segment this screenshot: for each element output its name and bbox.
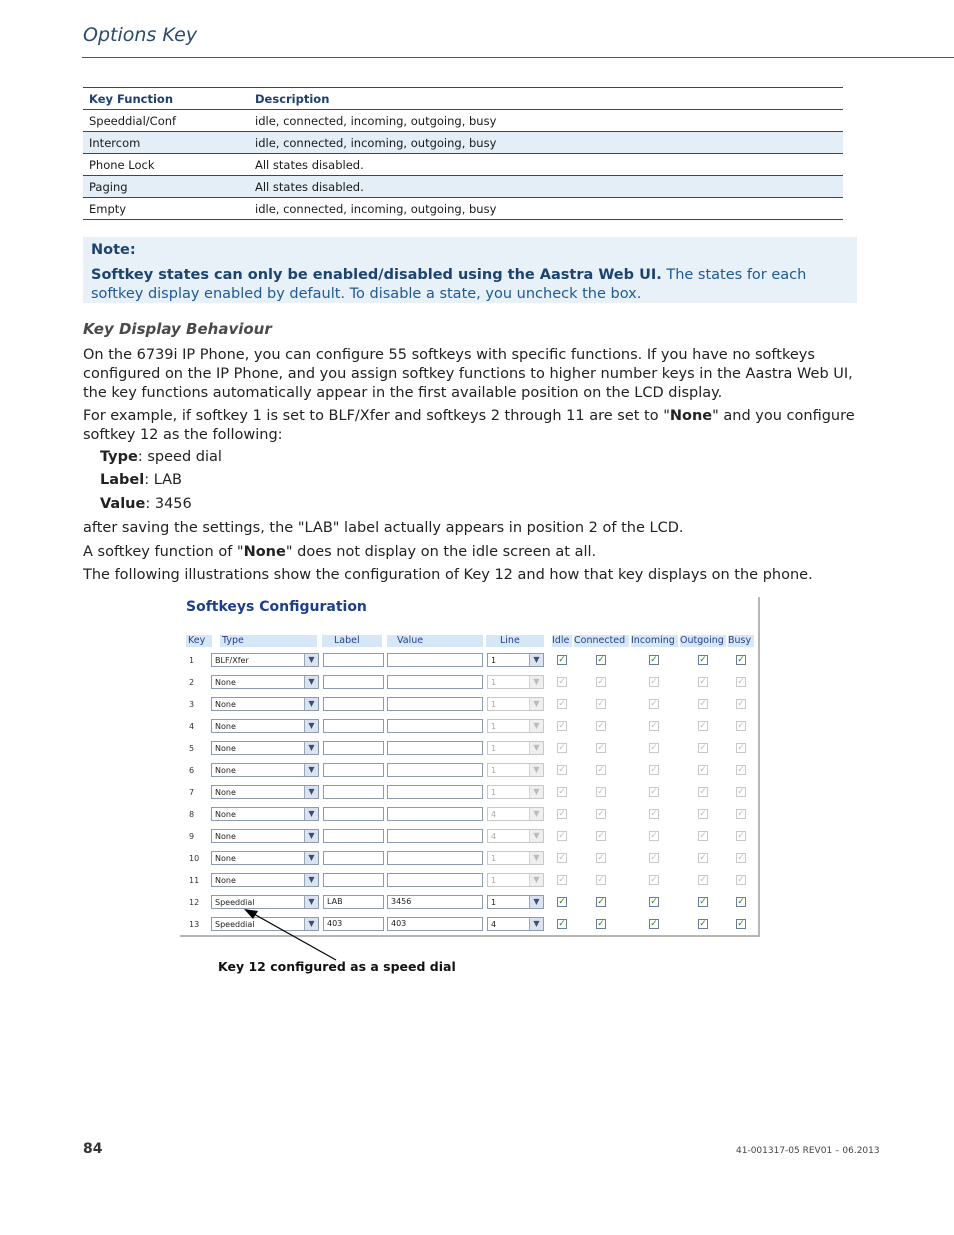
checkmark-icon: ✓: [558, 875, 566, 885]
checkmark-icon: ✓: [597, 677, 605, 687]
checkmark-icon: ✓: [699, 787, 707, 797]
chevron-down-icon[interactable]: ▼: [304, 764, 318, 776]
header-key: Key: [186, 635, 212, 647]
softkey-line-value: 1: [491, 788, 497, 797]
checkmark-icon: ✓: [737, 721, 745, 731]
setting-value: : LAB: [144, 472, 182, 488]
softkey-number: 5: [189, 744, 195, 753]
checkmark-icon: ✓: [737, 853, 745, 863]
checkmark-icon: ✓: [650, 897, 658, 907]
checkmark-icon: ✓: [558, 655, 566, 665]
checkmark-icon: ✓: [650, 655, 658, 665]
checkmark-icon: ✓: [699, 677, 707, 687]
chevron-down-icon[interactable]: ▼: [529, 786, 543, 798]
softkey-number: 10: [189, 854, 200, 863]
softkey-number: 3: [189, 700, 195, 709]
softkey-type-value: BLF/Xfer: [215, 656, 249, 665]
softkey-line-value: 1: [491, 744, 497, 753]
checkmark-icon: ✓: [699, 809, 707, 819]
checkmark-icon: ✓: [650, 875, 658, 885]
setting-key: Type: [100, 449, 138, 465]
document-id: 41-001317-05 REV01 – 06.2013: [736, 1146, 880, 1156]
paragraph-bold: None: [243, 544, 286, 560]
softkey-line-value: 1: [491, 766, 497, 775]
description-cell: idle, connected, incoming, outgoing, busy: [249, 110, 843, 132]
checkmark-icon: ✓: [699, 875, 707, 885]
checkmark-icon: ✓: [737, 875, 745, 885]
chevron-down-icon[interactable]: ▼: [529, 808, 543, 820]
note-bold-text: Softkey states can only be enabled/disabled using the Aastra Web UI.: [91, 267, 662, 283]
softkey-value-input[interactable]: 3456: [387, 895, 483, 909]
checkmark-icon: ✓: [699, 721, 707, 731]
softkey-line-value: 4: [491, 832, 497, 841]
chevron-down-icon[interactable]: ▼: [304, 896, 318, 908]
checkmark-icon: ✓: [699, 831, 707, 841]
softkey-line-value: 1: [491, 898, 497, 907]
checkmark-icon: ✓: [558, 787, 566, 797]
paragraph-text: A softkey function of ": [83, 544, 244, 560]
paragraph: The following illustrations show the configuration of Key 12 and how that key displays on the phone.: [83, 567, 813, 583]
checkmark-icon: ✓: [597, 853, 605, 863]
softkey-type-value: None: [215, 810, 236, 819]
note-heading: Note:: [91, 242, 136, 258]
checkmark-icon: ✓: [597, 919, 605, 929]
checkmark-icon: ✓: [737, 831, 745, 841]
checkmark-icon: ✓: [558, 765, 566, 775]
description-cell: All states disabled.: [249, 154, 843, 176]
key-function-cell: Intercom: [83, 132, 249, 154]
softkey-type-value: Speeddial: [215, 898, 255, 907]
header-connected: Connected: [574, 635, 629, 647]
chevron-down-icon[interactable]: ▼: [304, 786, 318, 798]
paragraph-text: For example, if softkey 1 is set to BLF/Xfer and softkeys 2 through 11 are set to ": [83, 408, 670, 424]
softkeys-title: Softkeys Configuration: [186, 599, 367, 615]
checkmark-icon: ✓: [558, 853, 566, 863]
softkey-label-input[interactable]: LAB: [323, 895, 384, 909]
chevron-down-icon[interactable]: ▼: [304, 698, 318, 710]
chevron-down-icon[interactable]: ▼: [304, 808, 318, 820]
softkey-number: 2: [189, 678, 195, 687]
checkmark-icon: ✓: [699, 765, 707, 775]
chevron-down-icon[interactable]: ▼: [304, 676, 318, 688]
callout-arrowhead: [244, 909, 258, 919]
chevron-down-icon[interactable]: ▼: [529, 676, 543, 688]
checkmark-icon: ✓: [597, 787, 605, 797]
softkey-number: 11: [189, 876, 200, 885]
checkmark-icon: ✓: [558, 809, 566, 819]
softkey-number: 1: [189, 656, 195, 665]
softkey-label-input[interactable]: 403: [323, 917, 384, 931]
paragraph: On the 6739i IP Phone, you can configure 55 softkeys with specific functions. If you have no softkeys configured on the IP Phone, and you assign softkey functions to higher number keys in the Aastra Web UI, the key functions automatically appear in the first available position on the LCD display.: [83, 347, 853, 401]
checkmark-icon: ✓: [650, 743, 658, 753]
checkmark-icon: ✓: [650, 677, 658, 687]
checkmark-icon: ✓: [737, 787, 745, 797]
chevron-down-icon[interactable]: ▼: [304, 852, 318, 864]
checkmark-icon: ✓: [597, 743, 605, 753]
checkmark-icon: ✓: [737, 897, 745, 907]
checkmark-icon: ✓: [558, 897, 566, 907]
callout-caption: Key 12 configured as a speed dial: [218, 959, 456, 974]
softkey-type-value: None: [215, 678, 236, 687]
description-cell: All states disabled.: [249, 176, 843, 198]
softkey-type-value: None: [215, 854, 236, 863]
description-cell: idle, connected, incoming, outgoing, busy: [249, 132, 843, 154]
checkmark-icon: ✓: [558, 699, 566, 709]
header-outgoing: Outgoing: [680, 635, 726, 647]
softkey-line-value: 1: [491, 678, 497, 687]
chevron-down-icon[interactable]: ▼: [529, 742, 543, 754]
checkmark-icon: ✓: [650, 809, 658, 819]
note-text: The states for each softkey display enabled by default. To disable a state, you uncheck the box.: [91, 267, 807, 302]
chevron-down-icon[interactable]: ▼: [529, 720, 543, 732]
checkmark-icon: ✓: [650, 721, 658, 731]
softkey-line-value: 1: [491, 876, 497, 885]
chevron-down-icon[interactable]: ▼: [304, 742, 318, 754]
checkmark-icon: ✓: [737, 743, 745, 753]
checkmark-icon: ✓: [699, 897, 707, 907]
softkey-line-value: 1: [491, 722, 497, 731]
checkmark-icon: ✓: [699, 853, 707, 863]
paragraph-bold: None: [669, 408, 713, 424]
callout-arrow-line: [252, 913, 336, 960]
checkmark-icon: ✓: [737, 765, 745, 775]
description-cell: idle, connected, incoming, outgoing, busy: [249, 198, 843, 220]
softkey-number: 9: [189, 832, 195, 841]
checkmark-icon: ✓: [737, 919, 745, 929]
checkmark-icon: ✓: [650, 831, 658, 841]
header-incoming: Incoming: [631, 635, 678, 647]
checkmark-icon: ✓: [650, 765, 658, 775]
softkey-type-value: None: [215, 700, 236, 709]
softkey-line-value: 1: [491, 700, 497, 709]
softkey-value-input[interactable]: 403: [387, 917, 483, 931]
checkmark-icon: ✓: [699, 919, 707, 929]
header-type: Type: [220, 635, 317, 647]
checkmark-icon: ✓: [650, 787, 658, 797]
chevron-down-icon[interactable]: ▼: [304, 918, 318, 930]
softkey-type-value: None: [215, 744, 236, 753]
key-function-cell: Speeddial/Conf: [83, 110, 249, 132]
column-header-key-function: Key Function: [83, 88, 249, 110]
checkmark-icon: ✓: [737, 699, 745, 709]
softkey-number: 6: [189, 766, 195, 775]
header-busy: Busy: [728, 635, 754, 647]
paragraph: after saving the settings, the "LAB" label actually appears in position 2 of the LCD.: [83, 520, 684, 536]
checkmark-icon: ✓: [597, 765, 605, 775]
softkey-line-value: 1: [491, 854, 497, 863]
column-header-description: Description: [249, 88, 843, 110]
header-label: Label: [322, 635, 382, 647]
chevron-down-icon[interactable]: ▼: [529, 852, 543, 864]
checkmark-icon: ✓: [558, 721, 566, 731]
checkmark-icon: ✓: [737, 655, 745, 665]
checkmark-icon: ✓: [597, 831, 605, 841]
chevron-down-icon[interactable]: ▼: [304, 654, 318, 666]
page-header-title: Options Key: [83, 24, 198, 46]
chevron-down-icon[interactable]: ▼: [529, 764, 543, 776]
softkey-number: 12: [189, 898, 200, 907]
checkmark-icon: ✓: [650, 699, 658, 709]
checkmark-icon: ✓: [699, 699, 707, 709]
setting-value: : 3456: [145, 496, 192, 512]
checkmark-icon: ✓: [558, 831, 566, 841]
softkey-line-value: 4: [491, 810, 497, 819]
key-function-cell: Empty: [83, 198, 249, 220]
paragraph-text: " and you configure softkey 12 as the following:: [83, 408, 855, 443]
softkey-type-value: None: [215, 876, 236, 885]
softkey-number: 7: [189, 788, 195, 797]
checkmark-icon: ✓: [558, 677, 566, 687]
setting-key: Label: [100, 472, 145, 488]
setting-value: : speed dial: [137, 449, 222, 465]
chevron-down-icon[interactable]: ▼: [529, 698, 543, 710]
checkmark-icon: ✓: [558, 743, 566, 753]
softkey-number: 4: [189, 722, 195, 731]
softkey-type-value: None: [215, 832, 236, 841]
chevron-down-icon[interactable]: ▼: [529, 918, 543, 930]
checkmark-icon: ✓: [737, 677, 745, 687]
setting-key: Value: [100, 496, 146, 512]
header-idle: Idle: [552, 635, 572, 647]
checkmark-icon: ✓: [597, 721, 605, 731]
chevron-down-icon[interactable]: ▼: [529, 654, 543, 666]
softkey-type-value: None: [215, 766, 236, 775]
softkey-type-value: None: [215, 722, 236, 731]
softkey-number: 8: [189, 810, 195, 819]
checkmark-icon: ✓: [597, 809, 605, 819]
key-function-cell: Paging: [83, 176, 249, 198]
checkmark-icon: ✓: [737, 809, 745, 819]
softkey-number: 13: [189, 920, 200, 929]
checkmark-icon: ✓: [597, 655, 605, 665]
chevron-down-icon[interactable]: ▼: [304, 830, 318, 842]
checkmark-icon: ✓: [597, 897, 605, 907]
checkmark-icon: ✓: [650, 853, 658, 863]
chevron-down-icon[interactable]: ▼: [304, 874, 318, 886]
paragraph-text: " does not display on the idle screen at all.: [285, 544, 597, 560]
header-line: Line: [486, 635, 544, 647]
checkmark-icon: ✓: [597, 699, 605, 709]
chevron-down-icon[interactable]: ▼: [529, 830, 543, 842]
softkey-type-value: Speeddial: [215, 920, 255, 929]
softkey-line-value: 1: [491, 656, 497, 665]
checkmark-icon: ✓: [650, 919, 658, 929]
checkmark-icon: ✓: [597, 875, 605, 885]
section-title: Key Display Behaviour: [83, 320, 272, 338]
chevron-down-icon[interactable]: ▼: [529, 896, 543, 908]
softkey-line-value: 4: [491, 920, 497, 929]
header-value: Value: [387, 635, 483, 647]
chevron-down-icon[interactable]: ▼: [529, 874, 543, 886]
checkmark-icon: ✓: [558, 919, 566, 929]
softkey-type-value: None: [215, 788, 236, 797]
checkmark-icon: ✓: [699, 743, 707, 753]
checkmark-icon: ✓: [699, 655, 707, 665]
chevron-down-icon[interactable]: ▼: [304, 720, 318, 732]
page-number: 84: [83, 1141, 103, 1157]
key-function-cell: Phone Lock: [83, 154, 249, 176]
